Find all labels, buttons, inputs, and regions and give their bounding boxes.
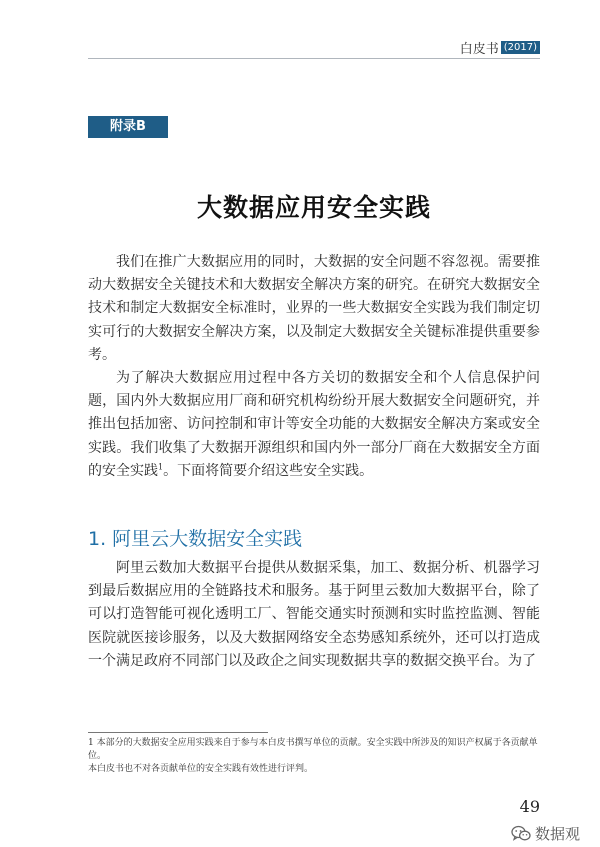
watermark bbox=[511, 823, 580, 844]
footnote-rule bbox=[88, 732, 268, 733]
running-header bbox=[460, 38, 540, 57]
footnote bbox=[88, 737, 548, 776]
footnote-line-1: 1 本部分的大数据安全应用实践来自于参与本白皮书撰写单位的贡献。安全实践中所涉及的知识产权属于各贡献单位。 bbox=[88, 738, 538, 761]
section-heading: 1. 阿里云大数据安全实践 bbox=[88, 528, 303, 550]
header-title: 白皮书 bbox=[459, 42, 499, 57]
intro-text bbox=[88, 251, 540, 483]
header-rule bbox=[88, 58, 540, 59]
footnote-line-2: 本白皮书也不对各贡献单位的安全实践有效性进行评判。 bbox=[88, 764, 314, 774]
year-badge: (2017) bbox=[501, 41, 540, 54]
page-title: 大数据应用安全实践 bbox=[196, 193, 431, 222]
watermark-text: 数据观 bbox=[534, 825, 580, 843]
intro-paragraph-2-text: 为了解决大数据应用过程中各方关切的数据安全和个人信息保护问题，国内外大数据应用厂商和研究机构纷纷开展大数据安全问题研究，并推出包括加密、访问控制和审计等安全功能的大数据安全解决方案或安全实践。我们收集了大数据开源组织和国内外一部分厂商在大数据安全方面的安全实践 bbox=[88, 370, 540, 479]
wechat-icon bbox=[511, 825, 531, 842]
intro-paragraph-2-tail: 。下面将简要介绍这些安全实践。 bbox=[163, 462, 374, 479]
section-paragraph: 阿里云数加大数据平台提供从数据采集，加工、数据分析、机器学习到最后数据应用的全链路技术和服务。基于阿里云数加大数据平台，除了可以打造智能可视化透明工厂、智能交通实时预测和实时监控监测、智能医院就医接诊服务，以及大数据网络安全态势感知系统外，还可以打造成一个满足政府不同部门以及政企之间实现数据共享的数据交换平台。为了 bbox=[88, 560, 540, 669]
page-number: 49 bbox=[519, 797, 540, 816]
footnote-marker[interactable]: 1 bbox=[158, 462, 164, 472]
intro-paragraph-2 bbox=[88, 367, 540, 483]
intro-paragraph-1: 我们在推广大数据应用的同时，大数据的安全问题不容忽视。需要推动大数据安全关键技术和大数据安全解决方案的研究。在研究大数据安全技术和制定大数据安全标准时，业界的一些大数据安全实践为我们制定切实可行的大数据安全解决方案，以及制定大数据安全关键标准提供重要参考。 bbox=[88, 254, 540, 363]
appendix-tag: 附录B bbox=[88, 116, 168, 138]
section-text bbox=[88, 557, 540, 673]
